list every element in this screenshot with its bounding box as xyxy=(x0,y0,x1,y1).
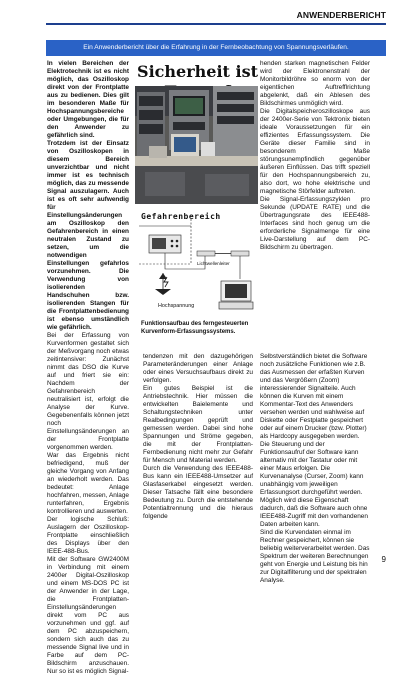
paragraph: Selbstverständlich bietet die Software noch zusätzliche Funktionen wie z.B. das Ausmessen der erfaßten Kurven und das Vergrößern (Zoom) interessierender Signalteile. Auch können die Kurven mit einem Kommentar-Text des Anwenders versehen werden und wahlweise auf Diskette oder Festplatte gespeichert oder auf einem Drucker (bzw. Plotter) als Hardcopy ausgegeben werden. Die Steuerung und der Funktionsaufruf der Software kann alternativ mit der Tastatur oder mit einer Maus erfolgen. Die Kurvenanalyse (Curser, Zoom) kann unabhängig vom jeweiligen Erfassungsort durchgeführt werden. Möglich wird diese Eigenschaft dadurch, daß die Software auch ohne IEEE488-Zugriff mit den vorhandenen Daten arbeiten kann. xyxy=(260,353,368,528)
paragraph: Die Digitalspeicheroszilloskope aus der 2400er-Serie von Tektronix bieten ideale Voraussetzungen für ein effizientes Erfassungssystem. Die Geräte dieser Familie sind in besonderem Maße störungsunempfindlich gegenüber äußeren Einflüssen. Das trifft speziell für den Hochspannungsbereich zu, also dort, wo hohe elektrische und magnetische Störfelder auftreten. xyxy=(260,108,370,195)
diagram-label-lichtwellenleiter: Lichtwellenleiter xyxy=(197,261,230,266)
page-number: 9 xyxy=(381,555,386,564)
paragraph: Durch die Verwendung des IEEE488-Bus kann ein IEEE488-Umsetzer auf Glasfaserkabel eingesetzt werden. Dieser Tatsache fällt eine besondere Bedeutung zu. Durch die entstehende Potentialtrennung und die hieraus folgende xyxy=(143,465,253,520)
section-label: ANWENDERBERICHT xyxy=(296,10,386,20)
column-2 xyxy=(143,353,253,558)
feature-title: Sicherheit ist xyxy=(137,62,258,81)
column-4 xyxy=(260,60,370,353)
paragraph: Der logische Schluß: Auslagern der Oszilloskop-Frontplatte einschließlich des Displays über den IEEE-488-Bus. xyxy=(47,516,129,555)
lead-paragraph: In vielen Bereichen der Elektrotechnik ist es nicht möglich, das Oszilloskop direkt von der Frontplatte aus zu bedienen. Dies gilt im besonderen Maße für Hochspannungsbereiche oder Umgebungen, die für den Anwender zu gefährlich sind. xyxy=(47,60,129,139)
figure-caption: Funktionsaufbau des ferngesteuerten Kurvenform-Erfassungssystems. xyxy=(141,321,249,335)
paragraph: Mit der Software GW2400M in Verbindung mit einem 2400er Digital-Oszilloskop und einem MS-DOS PC ist der Anwender in der Lage, die Frontplatten-Einstellungsänderungen direkt vom PC aus vorzunehmen und ggf. auf dem PC abzuspeichern, sondern sich auch das zu messende Signal live und in Farbe auf dem PC-Bildschirm anzuschauen. Nur so ist es möglich Signal- xyxy=(47,556,129,675)
diagram-label-hochspannung: Hochspannung xyxy=(158,303,195,309)
column-1 xyxy=(47,60,129,675)
paragraph: Die Signal-Erfassungszyklen pro Sekunde (UPDATE RATE) und die Übertragungsrate des IEEE488-Interfaces sind hoch genug um die erforderliche Signalmenge für eine Live-Darstellung auf dem PC-Bildschirm zu übertragen. xyxy=(260,196,370,251)
column-5 xyxy=(260,353,370,584)
lab-photo xyxy=(135,86,258,204)
paragraph-bold: Trotzdem ist der Einsatz von Oszilloskopen in diesem Bereich unverzichtbar und nicht immer ist es technisch möglich, das zu messende Signal auszulagern. Auch ist es oft sehr aufwendig für Einstellungsänderungen am Oszilloskop den Gefahrenbereich in einen neutralen Zustand zu setzen, um die notwendigen Einstellungen gefahrlos vorzunehmen. Die Verwendung von isolierenden Handschuhen bzw. isolierenden Stangen für die Frontplattenbedienung ist ebenso umständlich wie gefährlich. xyxy=(47,140,129,331)
paragraph: War das Ergebnis nicht befriedigend, muß der gleiche Vorgang von Anfang an wiederholt werden. Das bedeutet: Anlage hochfahren, messen, Anlage runterfahren, Ergebnis kontrollieren und auswerten. xyxy=(47,452,129,515)
paragraph: Sind die Kurvendaten einmal im Rechner gespeichert, können sie beliebig weiterverarbeitet werden. Das Spektrum der weiteren Berechnungen geht von Energie und Leistung bis hin zur Digitalfilterung und der spektralen Analyse. xyxy=(260,529,370,584)
paragraph: tendenzen mit den dazugehörigen Parameteränderungen einer Anlage oder eines Versuchsaufbaus direkt zu verfolgen. xyxy=(143,353,253,384)
paragraph xyxy=(47,140,129,332)
lab-photo-illustration xyxy=(135,86,258,204)
header-rule xyxy=(46,23,386,25)
diagram-title: Gefahrenbereich xyxy=(141,212,221,221)
intro-banner: Ein Anwenderbericht über die Erfahrung in der Fernbeobachtung von Spannungsverläufen. xyxy=(46,40,386,56)
paragraph: Bei der Erfassung von Kurvenformen gestaltet sich der Meßvorgang noch etwas zeitintensiver: Zunächst nimmt das DSO die Kurve auf und friert sie ein: Nachdem der Gefahrenbereich neutralisiert ist, erfolgt die Analyse der Kurve. Gegebenenfalls können jetzt noch Einstellungsänderungen an der Frontplatte vorgenommen werden. xyxy=(47,332,129,451)
paragraph: Ein gutes Beispiel ist die Antriebstechnik. Hier müssen die entwickelten Baielemente und Schaltungstechniken unter Realbedingungen geprüft und gemessen werden. Dabei sind hohe Spannungen und Ströme gegeben, die mit der Frontplatten-Fernbedienung nicht mehr zur Gefahr für Mensch und Material werden. xyxy=(143,385,253,464)
paragraph: henden starken magnetischen Felder wird der Elektronenstrahl der Monitorbildröhre so enorm von der eigentlichen Auftrefflrichtung abgelenkt, daß ein Ablesen des Bildschirmes unmöglich wird. xyxy=(260,60,370,107)
